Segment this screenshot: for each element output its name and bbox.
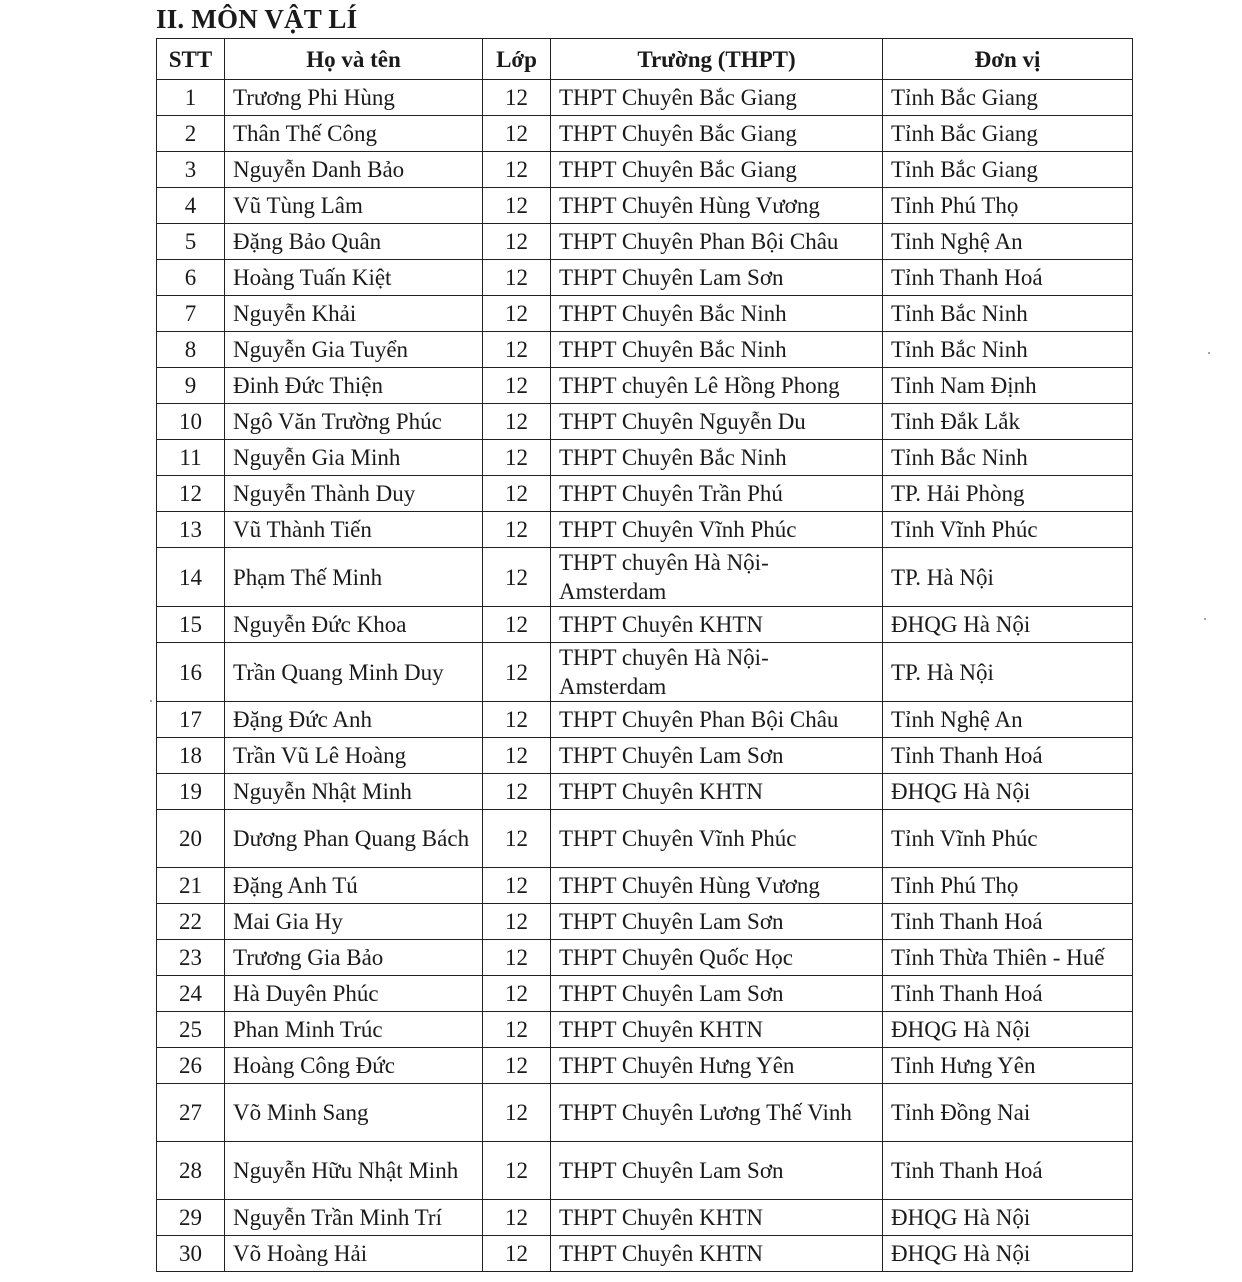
table-row (157, 940, 1133, 976)
cell-name: Thân Thế Công (225, 116, 483, 152)
cell-school: THPT Chuyên Bắc Giang (551, 152, 883, 188)
cell-name: Nguyễn Danh Bảo (225, 152, 483, 188)
table-row (157, 868, 1133, 904)
cell-school: THPT Chuyên KHTN (551, 774, 883, 810)
table-row (157, 548, 1133, 607)
cell-name: Đặng Đức Anh (225, 702, 483, 738)
cell-unit: Tỉnh Nghệ An (883, 702, 1133, 738)
cell-name: Nguyễn Khải (225, 296, 483, 332)
cell-name: Đinh Đức Thiện (225, 368, 483, 404)
table-row (157, 188, 1133, 224)
cell-stt: 10 (157, 404, 225, 440)
cell-class: 12 (483, 368, 551, 404)
table-row (157, 1236, 1133, 1272)
cell-stt: 2 (157, 116, 225, 152)
cell-stt: 12 (157, 476, 225, 512)
cell-class: 12 (483, 1142, 551, 1200)
header-stt: STT (157, 39, 225, 80)
cell-class: 12 (483, 1084, 551, 1142)
cell-name: Mai Gia Hy (225, 904, 483, 940)
cell-unit: Tỉnh Thanh Hoá (883, 1142, 1133, 1200)
cell-name: Trần Vũ Lê Hoàng (225, 738, 483, 774)
cell-school: THPT Chuyên Bắc Ninh (551, 332, 883, 368)
cell-class: 12 (483, 702, 551, 738)
cell-unit: Tỉnh Bắc Ninh (883, 332, 1133, 368)
cell-class: 12 (483, 404, 551, 440)
cell-name: Nguyễn Hữu Nhật Minh (225, 1142, 483, 1200)
cell-stt: 26 (157, 1048, 225, 1084)
cell-stt: 21 (157, 868, 225, 904)
cell-class: 12 (483, 810, 551, 868)
cell-class: 12 (483, 512, 551, 548)
cell-name: Trương Phi Hùng (225, 80, 483, 116)
cell-school: THPT Chuyên Trần Phú (551, 476, 883, 512)
cell-class: 12 (483, 1048, 551, 1084)
cell-school: THPT Chuyên KHTN (551, 1236, 883, 1272)
cell-unit: ĐHQG Hà Nội (883, 1012, 1133, 1048)
cell-school: THPT Chuyên Vĩnh Phúc (551, 810, 883, 868)
cell-class: 12 (483, 607, 551, 643)
scan-speck (1208, 352, 1210, 354)
cell-stt: 16 (157, 643, 225, 702)
table-row (157, 116, 1133, 152)
cell-school: THPT Chuyên Lam Sơn (551, 976, 883, 1012)
cell-class: 12 (483, 940, 551, 976)
cell-stt: 15 (157, 607, 225, 643)
cell-school: THPT Chuyên Nguyễn Du (551, 404, 883, 440)
table-row (157, 976, 1133, 1012)
cell-school: THPT Chuyên KHTN (551, 607, 883, 643)
cell-unit: Tỉnh Bắc Ninh (883, 440, 1133, 476)
cell-name: Đặng Anh Tú (225, 868, 483, 904)
scan-speck (1204, 618, 1206, 620)
cell-school: THPT Chuyên Lam Sơn (551, 260, 883, 296)
cell-stt: 29 (157, 1200, 225, 1236)
cell-stt: 1 (157, 80, 225, 116)
cell-class: 12 (483, 1200, 551, 1236)
cell-name: Vũ Tùng Lâm (225, 188, 483, 224)
table-row (157, 774, 1133, 810)
table-header-row (157, 39, 1133, 80)
header-unit: Đơn vị (883, 39, 1133, 80)
cell-unit: Tỉnh Phú Thọ (883, 868, 1133, 904)
table-row (157, 332, 1133, 368)
cell-stt: 18 (157, 738, 225, 774)
cell-class: 12 (483, 440, 551, 476)
cell-stt: 20 (157, 810, 225, 868)
cell-unit: Tỉnh Đắk Lắk (883, 404, 1133, 440)
cell-school: THPT Chuyên Bắc Ninh (551, 296, 883, 332)
cell-stt: 9 (157, 368, 225, 404)
table-row (157, 1142, 1133, 1200)
cell-school: THPT Chuyên KHTN (551, 1200, 883, 1236)
cell-school: THPT Chuyên Bắc Giang (551, 80, 883, 116)
cell-name: Hoàng Tuấn Kiệt (225, 260, 483, 296)
cell-unit: ĐHQG Hà Nội (883, 1236, 1133, 1272)
table-row (157, 224, 1133, 260)
cell-unit: Tỉnh Thừa Thiên - Huế (883, 940, 1133, 976)
cell-name: Hà Duyên Phúc (225, 976, 483, 1012)
cell-stt: 25 (157, 1012, 225, 1048)
cell-name: Võ Minh Sang (225, 1084, 483, 1142)
cell-name: Võ Hoàng Hải (225, 1236, 483, 1272)
cell-class: 12 (483, 116, 551, 152)
cell-name: Dương Phan Quang Bách (225, 810, 483, 868)
table-row (157, 296, 1133, 332)
cell-stt: 13 (157, 512, 225, 548)
scan-speck (150, 700, 152, 702)
cell-school: THPT Chuyên Hùng Vương (551, 188, 883, 224)
cell-class: 12 (483, 976, 551, 1012)
cell-name: Nguyễn Nhật Minh (225, 774, 483, 810)
cell-name: Nguyễn Gia Tuyển (225, 332, 483, 368)
cell-stt: 14 (157, 548, 225, 607)
cell-unit: Tỉnh Bắc Giang (883, 116, 1133, 152)
cell-school: THPT Chuyên Vĩnh Phúc (551, 512, 883, 548)
cell-unit: Tỉnh Hưng Yên (883, 1048, 1133, 1084)
cell-class: 12 (483, 332, 551, 368)
cell-unit: Tỉnh Vĩnh Phúc (883, 512, 1133, 548)
cell-unit: Tỉnh Đồng Nai (883, 1084, 1133, 1142)
cell-class: 12 (483, 774, 551, 810)
cell-stt: 7 (157, 296, 225, 332)
cell-name: Hoàng Công Đức (225, 1048, 483, 1084)
cell-class: 12 (483, 738, 551, 774)
table-row (157, 476, 1133, 512)
cell-name: Nguyễn Trần Minh Trí (225, 1200, 483, 1236)
cell-name: Trương Gia Bảo (225, 940, 483, 976)
table-row (157, 810, 1133, 868)
cell-unit: Tỉnh Bắc Ninh (883, 296, 1133, 332)
cell-stt: 4 (157, 188, 225, 224)
table-row (157, 607, 1133, 643)
cell-name: Nguyễn Thành Duy (225, 476, 483, 512)
table-row (157, 368, 1133, 404)
table-row (157, 512, 1133, 548)
header-school: Trường (THPT) (551, 39, 883, 80)
cell-unit: ĐHQG Hà Nội (883, 1200, 1133, 1236)
table-row (157, 738, 1133, 774)
cell-unit: TP. Hà Nội (883, 548, 1133, 607)
cell-stt: 27 (157, 1084, 225, 1142)
table-row (157, 152, 1133, 188)
cell-stt: 19 (157, 774, 225, 810)
cell-school: THPT Chuyên Phan Bội Châu (551, 702, 883, 738)
table-row (157, 643, 1133, 702)
table-row (157, 260, 1133, 296)
cell-stt: 3 (157, 152, 225, 188)
cell-stt: 8 (157, 332, 225, 368)
cell-class: 12 (483, 224, 551, 260)
cell-school: THPT Chuyên Lương Thế Vinh (551, 1084, 883, 1142)
cell-stt: 28 (157, 1142, 225, 1200)
cell-school: THPT Chuyên Bắc Giang (551, 116, 883, 152)
table-row (157, 702, 1133, 738)
cell-name: Đặng Bảo Quân (225, 224, 483, 260)
table-row (157, 1012, 1133, 1048)
header-name: Họ và tên (225, 39, 483, 80)
cell-unit: TP. Hà Nội (883, 643, 1133, 702)
cell-class: 12 (483, 1012, 551, 1048)
cell-school: THPT chuyên Hà Nội-Amsterdam (551, 548, 883, 607)
cell-name: Phạm Thế Minh (225, 548, 483, 607)
cell-school: THPT chuyên Lê Hồng Phong (551, 368, 883, 404)
cell-unit: Tỉnh Vĩnh Phúc (883, 810, 1133, 868)
cell-unit: Tỉnh Nam Định (883, 368, 1133, 404)
cell-school: THPT Chuyên Lam Sơn (551, 1142, 883, 1200)
table-row (157, 1200, 1133, 1236)
cell-unit: ĐHQG Hà Nội (883, 607, 1133, 643)
cell-name: Nguyễn Đức Khoa (225, 607, 483, 643)
cell-class: 12 (483, 548, 551, 607)
student-table (156, 38, 1133, 1272)
cell-class: 12 (483, 260, 551, 296)
cell-school: THPT Chuyên Phan Bội Châu (551, 224, 883, 260)
cell-school: THPT Chuyên Bắc Ninh (551, 440, 883, 476)
cell-stt: 6 (157, 260, 225, 296)
header-class: Lớp (483, 39, 551, 80)
cell-class: 12 (483, 643, 551, 702)
cell-school: THPT Chuyên Lam Sơn (551, 904, 883, 940)
cell-school: THPT Chuyên Hưng Yên (551, 1048, 883, 1084)
cell-stt: 23 (157, 940, 225, 976)
cell-name: Phan Minh Trúc (225, 1012, 483, 1048)
cell-school: THPT Chuyên Quốc Học (551, 940, 883, 976)
section-title: II. MÔN VẬT LÍ (156, 4, 358, 34)
cell-unit: Tỉnh Nghệ An (883, 224, 1133, 260)
cell-stt: 30 (157, 1236, 225, 1272)
table-row (157, 440, 1133, 476)
cell-name: Trần Quang Minh Duy (225, 643, 483, 702)
cell-unit: Tỉnh Thanh Hoá (883, 904, 1133, 940)
cell-unit: Tỉnh Phú Thọ (883, 188, 1133, 224)
cell-class: 12 (483, 296, 551, 332)
cell-stt: 17 (157, 702, 225, 738)
cell-class: 12 (483, 904, 551, 940)
cell-unit: Tỉnh Bắc Giang (883, 152, 1133, 188)
cell-school: THPT Chuyên KHTN (551, 1012, 883, 1048)
table-body (157, 80, 1133, 1272)
cell-name: Ngô Văn Trường Phúc (225, 404, 483, 440)
cell-name: Vũ Thành Tiến (225, 512, 483, 548)
cell-class: 12 (483, 1236, 551, 1272)
table-row (157, 1048, 1133, 1084)
cell-class: 12 (483, 188, 551, 224)
table-row (157, 404, 1133, 440)
cell-stt: 11 (157, 440, 225, 476)
table-row (157, 1084, 1133, 1142)
cell-school: THPT chuyên Hà Nội-Amsterdam (551, 643, 883, 702)
cell-unit: Tỉnh Thanh Hoá (883, 976, 1133, 1012)
cell-stt: 5 (157, 224, 225, 260)
table-row (157, 80, 1133, 116)
cell-class: 12 (483, 476, 551, 512)
cell-school: THPT Chuyên Hùng Vương (551, 868, 883, 904)
cell-class: 12 (483, 868, 551, 904)
cell-unit: Tỉnh Thanh Hoá (883, 260, 1133, 296)
cell-class: 12 (483, 80, 551, 116)
cell-unit: TP. Hải Phòng (883, 476, 1133, 512)
cell-school: THPT Chuyên Lam Sơn (551, 738, 883, 774)
cell-unit: Tỉnh Thanh Hoá (883, 738, 1133, 774)
cell-stt: 24 (157, 976, 225, 1012)
cell-stt: 22 (157, 904, 225, 940)
cell-name: Nguyễn Gia Minh (225, 440, 483, 476)
cell-unit: ĐHQG Hà Nội (883, 774, 1133, 810)
cell-unit: Tỉnh Bắc Giang (883, 80, 1133, 116)
table-row (157, 904, 1133, 940)
cell-class: 12 (483, 152, 551, 188)
